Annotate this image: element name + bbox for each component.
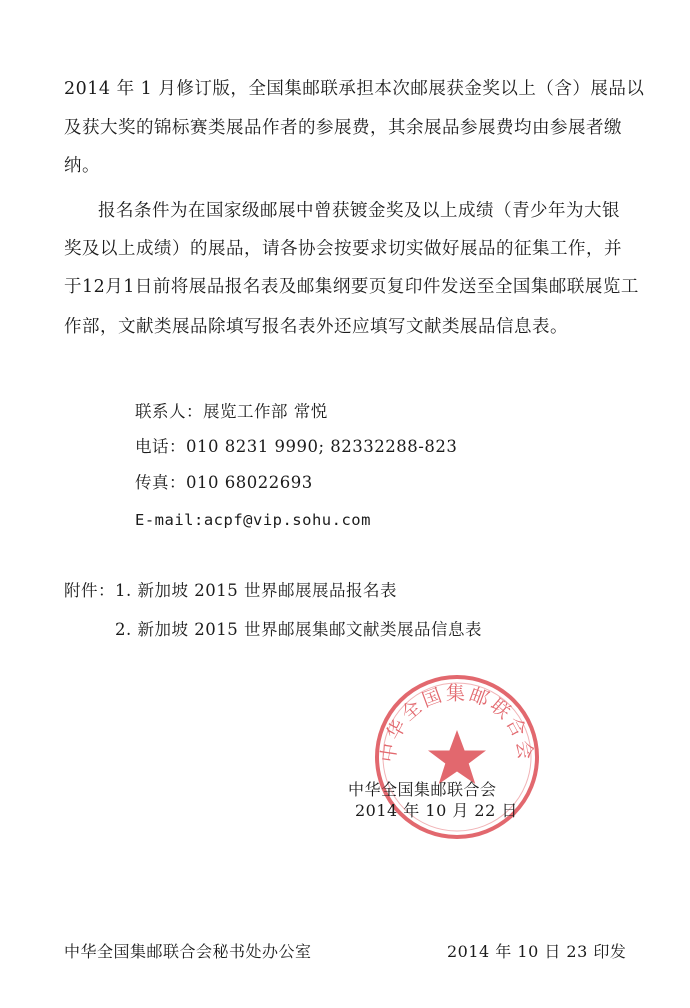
contact-phone: 电话：010 8231 9990; 82332288-823 <box>135 437 458 456</box>
signoff-date: 2014 年 10 月 22 日 <box>355 801 518 820</box>
attachments-label: 附件： <box>64 581 115 600</box>
paragraph2-line-1: 报名条件为在国家级邮展中曾获镀金奖及以上成绩（青少年为大银 <box>98 201 620 221</box>
contact-fax: 传真：010 68022693 <box>135 473 313 492</box>
paragraph2-line-4: 作部，文献类展品除填写报名表外还应填写文献类展品信息表。 <box>64 317 568 337</box>
attachment-item-1: 1. 新加坡 2015 世界邮展展品报名表 <box>115 581 397 600</box>
seal-text: 中华全国集邮联合会 <box>377 682 537 764</box>
paragraph1-line-1: 2014 年 1 月修订版，全国集邮联承担本次邮展获金奖以上（含）展品以 <box>64 79 645 99</box>
attachment-item-2: 2. 新加坡 2015 世界邮展集邮文献类展品信息表 <box>115 620 482 639</box>
paragraph1-line-2: 及获大奖的锦标赛类展品作者的参展费，其余展品参展费均由参展者缴 <box>64 118 622 138</box>
paragraph1-line-3: 纳。 <box>64 156 100 176</box>
footer-issued-date: 2014 年 10 日 23 印发 <box>447 942 627 961</box>
contact-email: E-mail:acpf@vip.sohu.com <box>135 511 371 529</box>
seal-star-icon <box>428 730 486 784</box>
paragraph2-line-3: 于12月1日前将展品报名表及邮集纲要页复印件发送至全国集邮联展览工 <box>64 277 639 297</box>
footer-office: 中华全国集邮联合会秘书处办公室 <box>64 942 312 961</box>
paragraph2-line-2: 奖及以上成绩）的展品，请各协会按要求切实做好展品的征集工作，并 <box>64 239 622 259</box>
contact-person: 联系人：展览工作部 常悦 <box>135 402 328 421</box>
signoff-organization: 中华全国集邮联合会 <box>348 780 497 799</box>
